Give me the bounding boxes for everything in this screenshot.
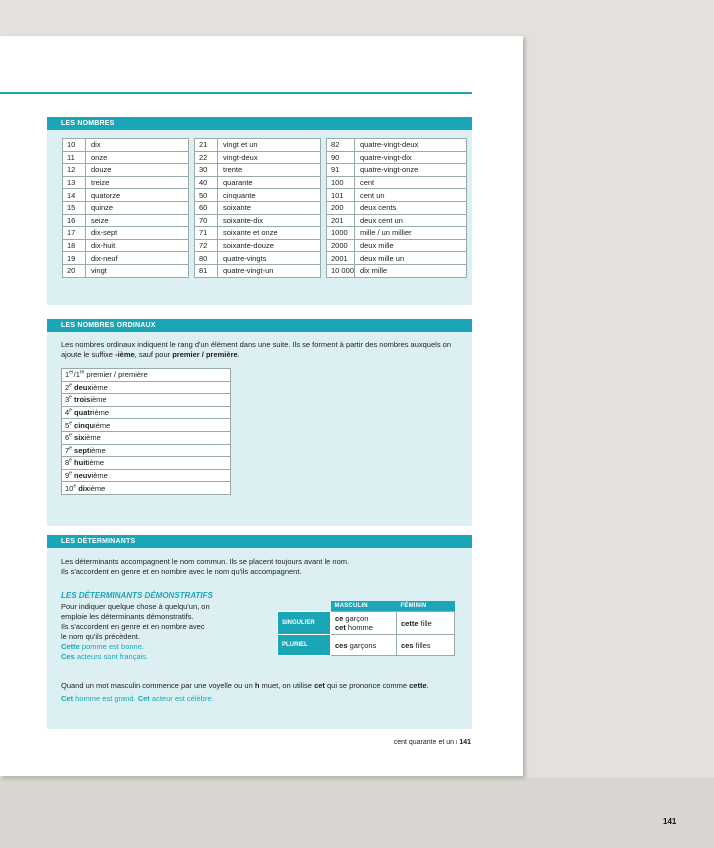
number-row bbox=[63, 264, 189, 277]
number-word: cinquante bbox=[218, 189, 321, 202]
number-word: vingt bbox=[86, 264, 189, 277]
ordinal-item: 1er/1re premier / première bbox=[62, 369, 231, 382]
number-word: deux mille un bbox=[354, 252, 466, 265]
number-row bbox=[195, 164, 321, 177]
number-digit: 14 bbox=[63, 189, 86, 202]
number-word: vingt-deux bbox=[218, 151, 321, 164]
number-digit: 18 bbox=[63, 239, 86, 252]
number-row bbox=[195, 264, 321, 277]
number-word: treize bbox=[86, 176, 189, 189]
example-sentence: Cet homme est grand. Cet acteur est célèbre. bbox=[61, 694, 214, 703]
ordinal-item: 5e cinquième bbox=[62, 419, 231, 432]
col-header-masculin: MASCULIN bbox=[331, 601, 397, 612]
number-digit: 82 bbox=[327, 139, 355, 152]
background-band bbox=[0, 778, 714, 848]
determinants-intro: Les déterminants accompagnent le nom commun. Ils se placent toujours avant le nom. Ils s'accordent en genre et en nombre avec le nom qu'ils accompagnent. bbox=[61, 557, 350, 576]
ordinal-row bbox=[62, 469, 231, 482]
section-title: LES NOMBRES bbox=[47, 117, 472, 130]
number-digit: 12 bbox=[63, 164, 86, 177]
number-digit: 72 bbox=[195, 239, 218, 252]
number-word: dix-huit bbox=[86, 239, 189, 252]
ordinal-item: 4e quatrième bbox=[62, 406, 231, 419]
number-row bbox=[63, 176, 189, 189]
number-digit: 2000 bbox=[327, 239, 355, 252]
number-digit: 30 bbox=[195, 164, 218, 177]
number-row bbox=[63, 252, 189, 265]
number-word: soixante-dix bbox=[218, 214, 321, 227]
number-row bbox=[327, 176, 467, 189]
number-digit: 10 000 bbox=[327, 264, 355, 277]
number-word: onze bbox=[86, 151, 189, 164]
cell-singulier-masculin: ce garçon cet homme bbox=[331, 612, 397, 635]
number-row bbox=[63, 189, 189, 202]
number-digit: 40 bbox=[195, 176, 218, 189]
number-digit: 19 bbox=[63, 252, 86, 265]
number-word: cent bbox=[354, 176, 466, 189]
number-word: mille / un millier bbox=[354, 227, 466, 240]
number-digit: 201 bbox=[327, 214, 355, 227]
number-word: dix bbox=[86, 139, 189, 152]
demonstratives-text: Pour indiquer quelque chose à quelqu'un, on emploie les déterminants démonstratifs. Ils s'accordent en genre et en nombre avec le nom qu'ils précèdent. Cette pomme est bonne. Ces acteurs sont français. bbox=[61, 602, 261, 662]
number-word: quatre-vingt-dix bbox=[354, 151, 466, 164]
cet-rule: Quand un mot masculin commence par une voyelle ou un h muet, on utilise cet qui se prononce comme cette. Cet homme est grand. Cet acteur est célèbre. bbox=[61, 681, 466, 704]
ordinal-item: 8e huitième bbox=[62, 457, 231, 470]
number-word: dix-neuf bbox=[86, 252, 189, 265]
number-digit: 91 bbox=[327, 164, 355, 177]
example-sentence: Cette pomme est bonne. bbox=[61, 642, 144, 651]
number-word: soixante-douze bbox=[218, 239, 321, 252]
number-digit: 1000 bbox=[327, 227, 355, 240]
number-digit: 21 bbox=[195, 139, 218, 152]
number-digit: 80 bbox=[195, 252, 218, 265]
number-digit: 70 bbox=[195, 214, 218, 227]
example-sentence: Ces acteurs sont français. bbox=[61, 652, 149, 661]
number-word: douze bbox=[86, 164, 189, 177]
row-header-pluriel: PLURIEL bbox=[278, 635, 331, 656]
number-row bbox=[327, 151, 467, 164]
section-ordinaux bbox=[47, 319, 472, 526]
number-row bbox=[63, 201, 189, 214]
number-digit: 71 bbox=[195, 227, 218, 240]
number-word: trente bbox=[218, 164, 321, 177]
number-digit: 20 bbox=[63, 264, 86, 277]
book-page bbox=[0, 36, 523, 776]
number-row bbox=[63, 151, 189, 164]
number-digit: 11 bbox=[63, 151, 86, 164]
page-number: 141 bbox=[459, 739, 471, 746]
ordinal-item: 10e dixième bbox=[62, 482, 231, 495]
number-digit: 100 bbox=[327, 176, 355, 189]
ordinal-row bbox=[62, 482, 231, 495]
number-row bbox=[195, 227, 321, 240]
numbers-table-3 bbox=[326, 138, 467, 278]
ordinal-row bbox=[62, 419, 231, 432]
ordinal-item: 2e deuxième bbox=[62, 381, 231, 394]
ordinal-row bbox=[62, 369, 231, 382]
number-digit: 10 bbox=[63, 139, 86, 152]
number-word: dix-sept bbox=[86, 227, 189, 240]
number-word: seize bbox=[86, 214, 189, 227]
section-title: LES NOMBRES ORDINAUX bbox=[47, 319, 472, 332]
number-word: quatre-vingt-onze bbox=[354, 164, 466, 177]
number-word: soixante bbox=[218, 201, 321, 214]
cell-singulier-feminin: cette fille bbox=[397, 612, 455, 635]
number-word: deux cent un bbox=[354, 214, 466, 227]
number-word: dix mille bbox=[354, 264, 466, 277]
page-footer: cent quarante et un I 141 bbox=[393, 739, 471, 746]
number-digit: 81 bbox=[195, 264, 218, 277]
number-row bbox=[195, 189, 321, 202]
number-word: quatorze bbox=[86, 189, 189, 202]
number-word: soixante et onze bbox=[218, 227, 321, 240]
number-row bbox=[195, 252, 321, 265]
number-row bbox=[195, 214, 321, 227]
number-word: quatre-vingt-un bbox=[218, 264, 321, 277]
number-row bbox=[327, 239, 467, 252]
number-word: quarante bbox=[218, 176, 321, 189]
number-row bbox=[63, 164, 189, 177]
number-row bbox=[195, 139, 321, 152]
number-digit: 60 bbox=[195, 201, 218, 214]
number-row bbox=[63, 227, 189, 240]
outer-page-number: 141 bbox=[663, 817, 677, 826]
number-word: deux mille bbox=[354, 239, 466, 252]
ordinal-item: 6e sixième bbox=[62, 431, 231, 444]
number-digit: 15 bbox=[63, 201, 86, 214]
numbers-table-2 bbox=[194, 138, 321, 278]
number-digit: 90 bbox=[327, 151, 355, 164]
number-digit: 101 bbox=[327, 189, 355, 202]
number-word: deux cents bbox=[354, 201, 466, 214]
number-row bbox=[195, 239, 321, 252]
number-word: quinze bbox=[86, 201, 189, 214]
number-row bbox=[63, 139, 189, 152]
row-header-singulier: SINGULIER bbox=[278, 612, 331, 635]
section-determinants bbox=[47, 535, 472, 729]
ordinal-item: 9e neuvième bbox=[62, 469, 231, 482]
demonstratives-table bbox=[277, 601, 455, 656]
number-row bbox=[63, 239, 189, 252]
number-word: quatre-vingts bbox=[218, 252, 321, 265]
numbers-table-1 bbox=[62, 138, 189, 278]
number-row bbox=[195, 201, 321, 214]
number-row bbox=[327, 139, 467, 152]
number-row bbox=[327, 227, 467, 240]
ordinal-row bbox=[62, 457, 231, 470]
top-rule bbox=[0, 92, 472, 94]
ordinal-row bbox=[62, 381, 231, 394]
ordinal-row bbox=[62, 406, 231, 419]
number-row bbox=[327, 201, 467, 214]
number-digit: 13 bbox=[63, 176, 86, 189]
number-row bbox=[195, 176, 321, 189]
number-row bbox=[195, 151, 321, 164]
number-row bbox=[327, 164, 467, 177]
ordinal-item: 3e troisième bbox=[62, 394, 231, 407]
number-row bbox=[327, 189, 467, 202]
number-digit: 200 bbox=[327, 201, 355, 214]
ordinal-row bbox=[62, 394, 231, 407]
ordinals-list bbox=[61, 368, 231, 495]
number-digit: 16 bbox=[63, 214, 86, 227]
demonstratives-heading: LES DÉTERMINANTS DÉMONSTRATIFS bbox=[61, 591, 213, 600]
cell-pluriel-masculin: ces garçons bbox=[331, 635, 397, 656]
section-nombres bbox=[47, 117, 472, 305]
col-header-feminin: FÉMININ bbox=[397, 601, 455, 612]
number-digit: 22 bbox=[195, 151, 218, 164]
number-word: cent un bbox=[354, 189, 466, 202]
number-digit: 17 bbox=[63, 227, 86, 240]
number-word: vingt et un bbox=[218, 139, 321, 152]
number-digit: 2001 bbox=[327, 252, 355, 265]
section-title: LES DÉTERMINANTS bbox=[47, 535, 472, 548]
number-row bbox=[63, 214, 189, 227]
number-word: quatre-vingt-deux bbox=[354, 139, 466, 152]
ordinals-intro: Les nombres ordinaux indiquent le rang d'un élément dans une suite. Ils se forment à partir des nombres auxquels on ajoute le suffixe -ième, sauf pour premier / première. bbox=[61, 340, 451, 359]
ordinal-item: 7e septième bbox=[62, 444, 231, 457]
ordinal-row bbox=[62, 431, 231, 444]
ordinal-row bbox=[62, 444, 231, 457]
number-row bbox=[327, 214, 467, 227]
cell-pluriel-feminin: ces filles bbox=[397, 635, 455, 656]
number-digit: 50 bbox=[195, 189, 218, 202]
number-row bbox=[327, 264, 467, 277]
number-row bbox=[327, 252, 467, 265]
